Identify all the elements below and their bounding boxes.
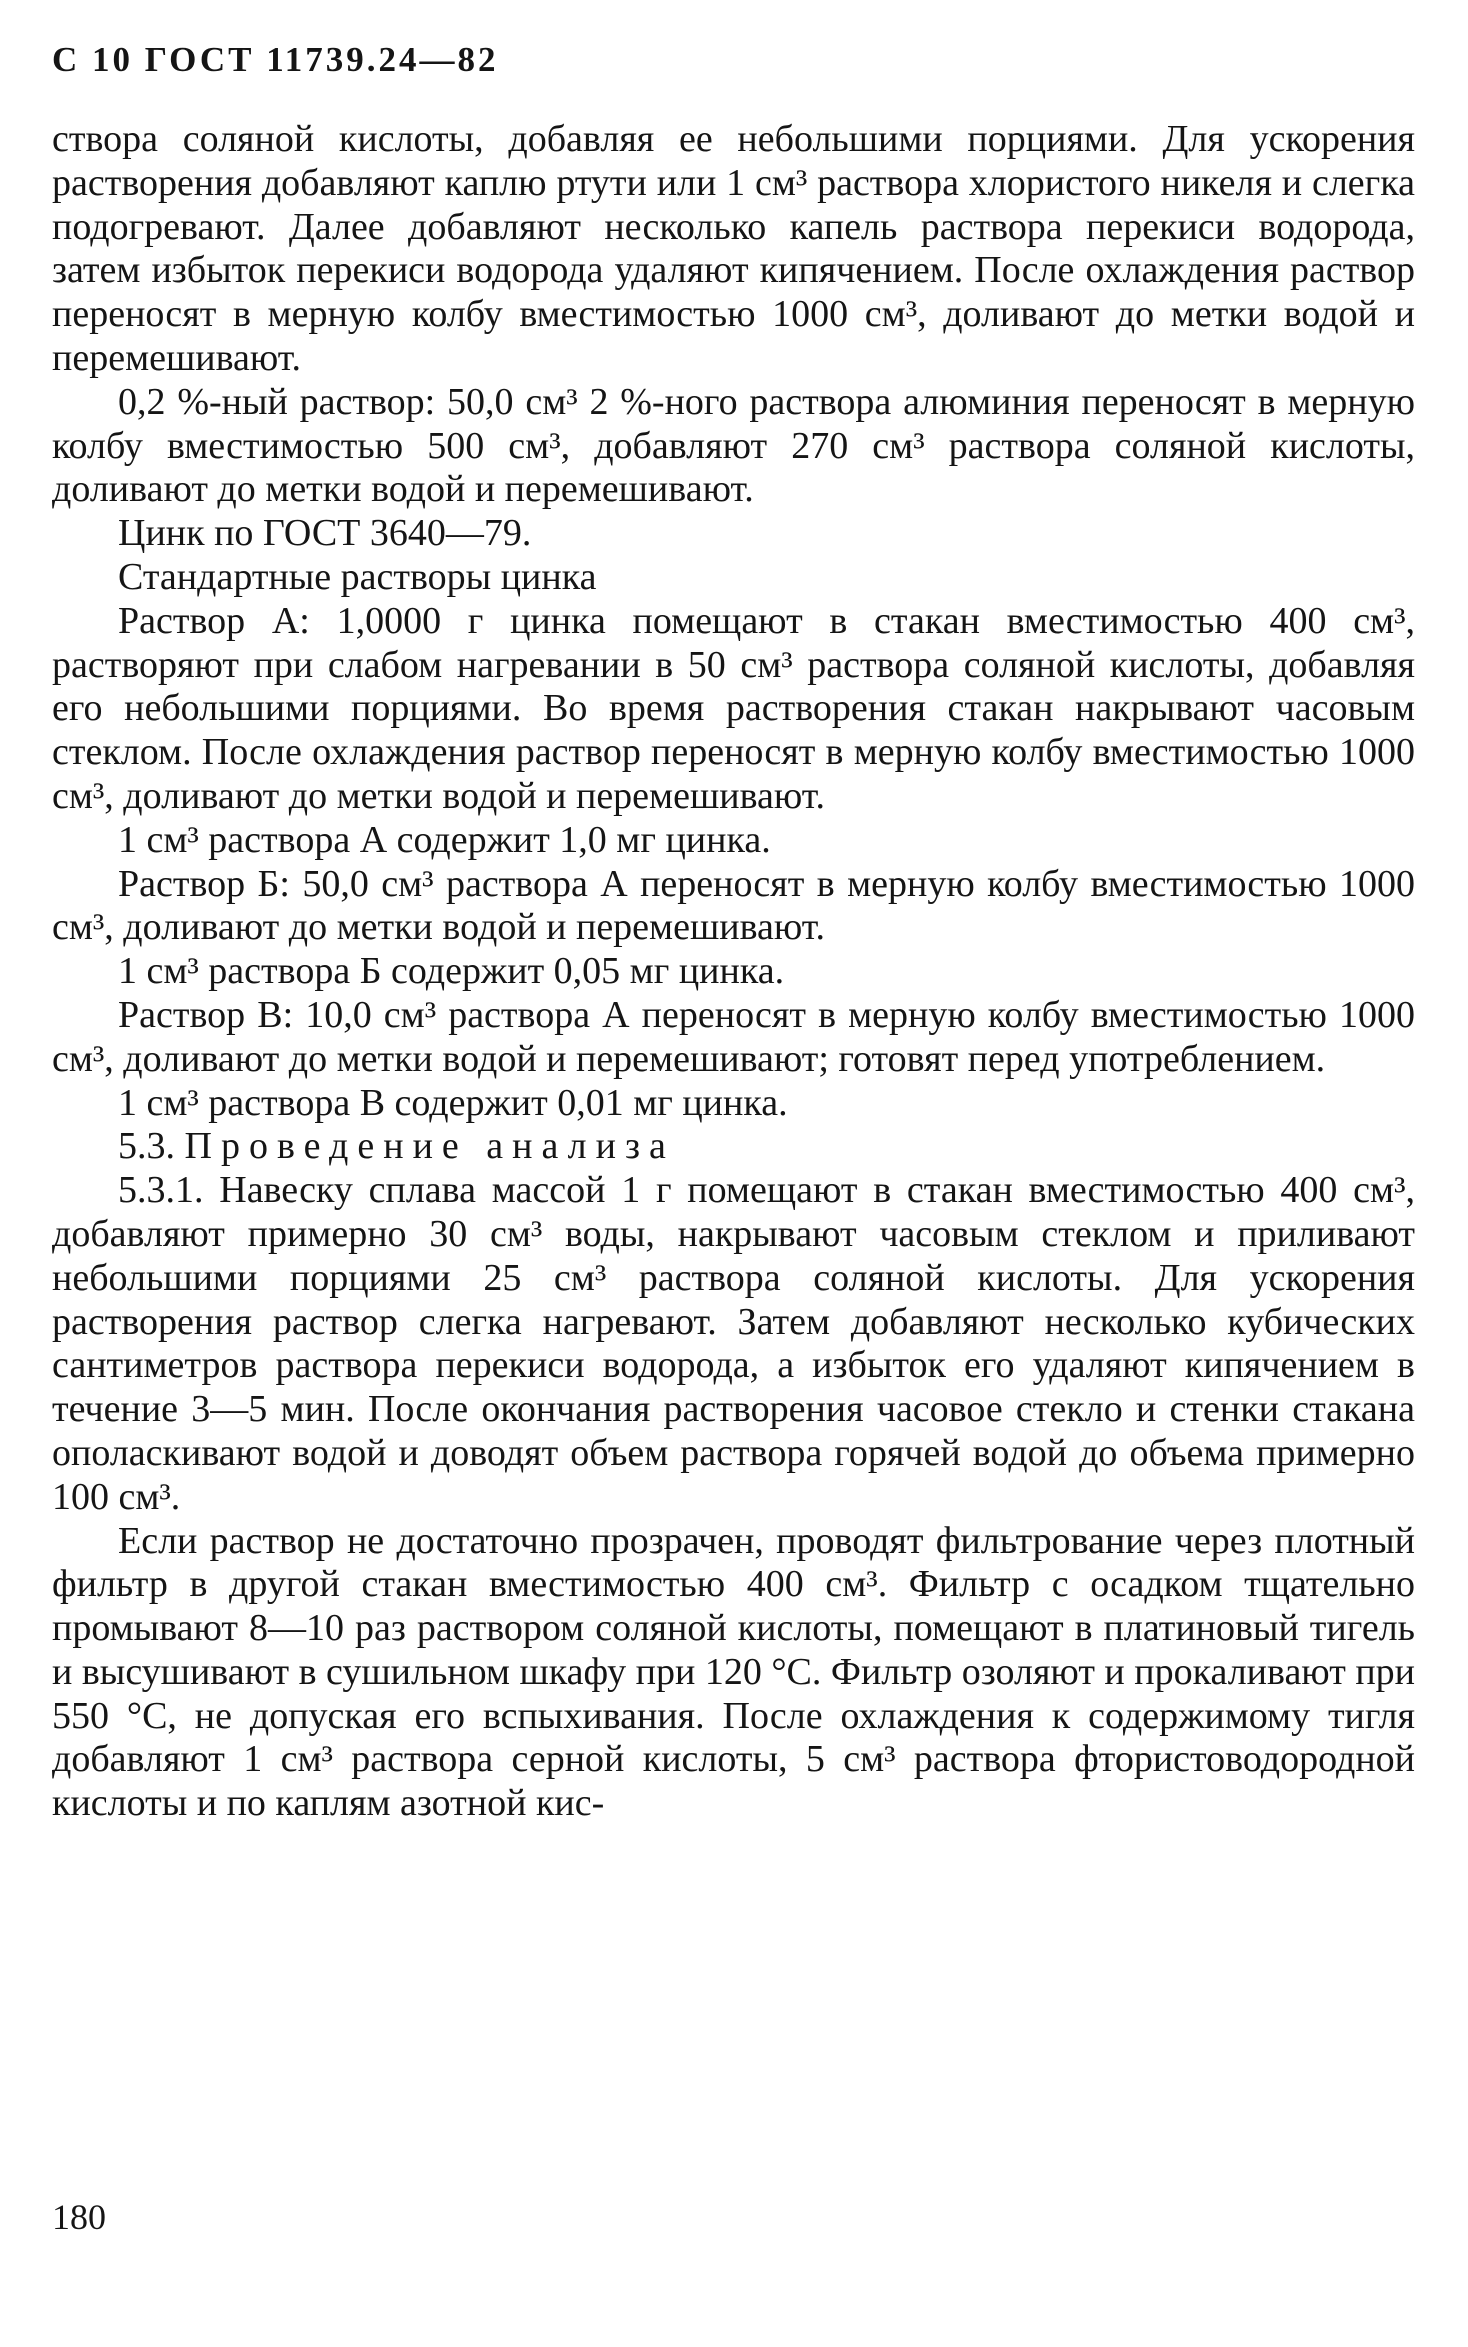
paragraph-solution-b: Раствор Б: 50,0 см³ раствора А переносят в мерную колбу вместимостью 1000 см³, доливают до метки водой и перемешивают. [52, 862, 1415, 949]
section-number: 5.3. [118, 1125, 175, 1168]
page-body [52, 118, 1415, 1826]
section-title: Проведение анализа [184, 1125, 675, 1168]
paragraph-filtration: Если раствор не достаточно прозрачен, проводят фильтрование через плотный фильтр в другой стакан вместимостью 400 см³. Фильтр с осадком тщательно промывают 8—10 раз раствором соляной кислоты, помещают в платиновый тигель и высушивают в сушильном шкафу при 120 °С. Фильтр озоляют и прокаливают при 550 °С, не допуская его вспыхивания. После охлаждения к содержимому тигля добавляют 1 см³ раствора серной кислоты, 5 см³ раствора фтористоводородной кислоты и по каплям азотной кис- [52, 1519, 1415, 1825]
page-number: 180 [52, 2197, 106, 2237]
running-head: С 10 ГОСТ 11739.24—82 [52, 40, 499, 79]
section-heading [52, 1125, 1415, 1169]
paragraph-zinc-reagent: Цинк по ГОСТ 3640—79. [118, 512, 532, 555]
paragraph-aluminium-solution: 0,2 %-ный раствор: 50,0 см³ 2 %-ного раствора алюминия переносят в мерную колбу вместимостью 500 см³, добавляют 270 см³ раствора соляной кислоты, доливают до метки водой и перемешивают. [52, 380, 1415, 511]
paragraph-zinc-standards-heading: Стандартные растворы цинка [118, 555, 597, 598]
paragraph-5-3-1: 5.3.1. Навеску сплава массой 1 г помещают в стакан вместимостью 400 см³, добавляют примерно 30 см³ воды, накрывают часовым стеклом и приливают небольшими порциями 25 см³ раствора соляной кислоты. Для ускорения растворения раствор слегка нагревают. Затем добавляют несколько кубических сантиметров раствора перекиси водорода, а избыток его удаляют кипячением в течение 3—5 мин. После окончания растворения часовое стекло и стенки стакана ополаскивают водой и доводят объем раствора горячей водой до объема примерно 100 см³. [52, 1169, 1415, 1518]
paragraph-solution-v-content: 1 см³ раствора В содержит 0,01 мг цинка. [118, 1081, 788, 1124]
paragraph-solution-b-content: 1 см³ раствора Б содержит 0,05 мг цинка. [118, 950, 785, 993]
paragraph-continuation: створа соляной кислоты, добавляя ее небольшими порциями. Для ускорения растворения добавляют каплю ртути или 1 см³ раствора хлористого никеля и слегка подогревают. Далее добавляют несколько капель раствора перекиси водорода, затем избыток перекиси водорода удаляют кипячением. После охлаждения раствор переносят в мерную колбу вместимостью 1000 см³, доливают до метки водой и перемешивают. [52, 118, 1415, 379]
paragraph-solution-a: Раствор А: 1,0000 г цинка помещают в стакан вместимостью 400 см³, растворяют при слабом нагревании в 50 см³ раствора соляной кислоты, добавляя его небольшими порциями. Во время растворения стакан накрывают часовым стеклом. После охлаждения раствор переносят в мерную колбу вместимостью 1000 см³, доливают до метки водой и перемешивают. [52, 599, 1415, 817]
paragraph-solution-a-content: 1 см³ раствора А содержит 1,0 мг цинка. [118, 818, 771, 861]
paragraph-solution-v: Раствор В: 10,0 см³ раствора А переносят в мерную колбу вместимостью 1000 см³, доливают до метки водой и перемешивают; готовят перед употреблением. [52, 993, 1415, 1080]
